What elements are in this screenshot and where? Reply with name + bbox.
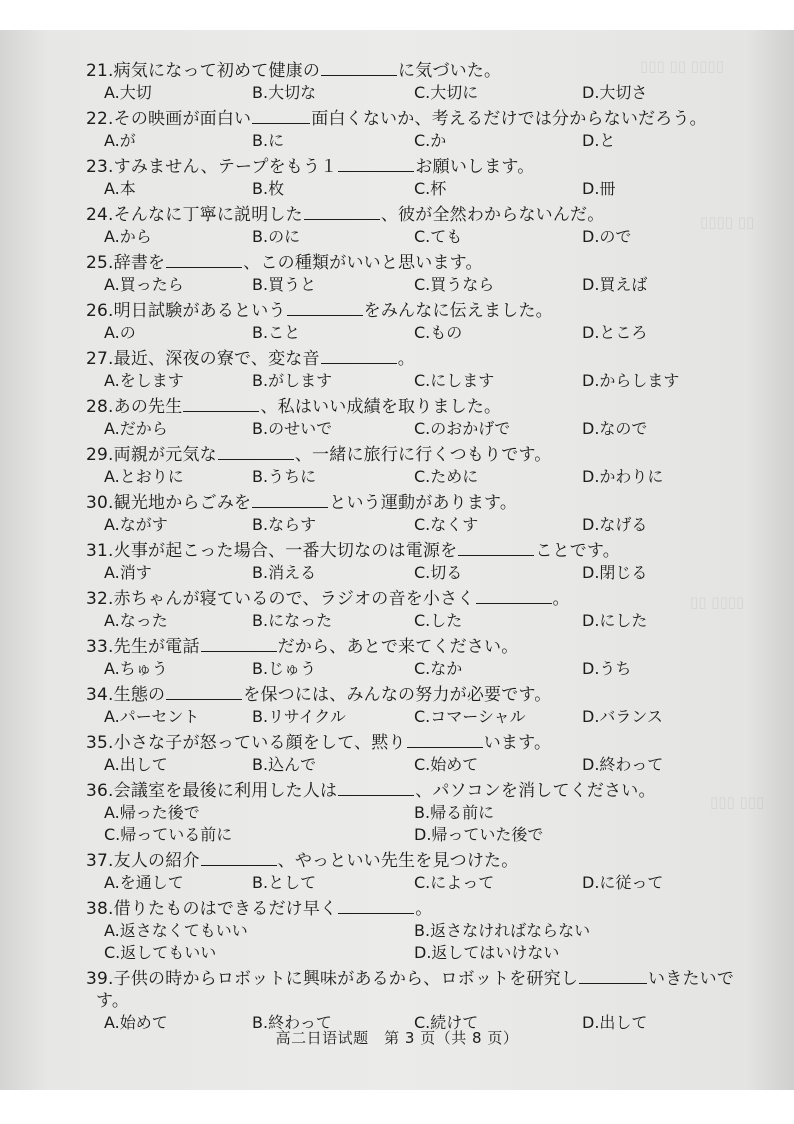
option-row <box>86 370 746 392</box>
option-c: C.大切に <box>414 83 479 102</box>
question-number: 25. <box>86 253 114 273</box>
stem-before-blank: 辞書を <box>113 253 166 273</box>
stem-before-blank: 赤ちゃんが寝ているので、ラジオの音を小さく <box>113 589 475 609</box>
stem-before-blank: 友人の紹介 <box>113 851 200 871</box>
question-stem <box>86 60 746 82</box>
option-c: C.もの <box>414 323 463 342</box>
bleed-through-texture: ▯▯▯▯ ▯▯ <box>700 213 755 231</box>
stem-before-blank: 火事が起こった場合、一番大切なのは電源を <box>113 541 458 561</box>
option-d: D.と <box>582 131 616 150</box>
stem-after-blank: をみんなに伝えました。 <box>363 301 553 321</box>
option-a: A.をします <box>104 371 184 390</box>
exam-page <box>0 30 794 1090</box>
question-stem <box>86 968 746 1012</box>
option-d: D.冊 <box>582 179 616 198</box>
option-b: B.リサイクル <box>252 707 346 726</box>
stem-after-blank: に気づいた。 <box>398 61 502 81</box>
stem-before-blank: 最近、深夜の寮で、変な音 <box>113 349 320 369</box>
stem-after-blank: 、この種類がいいと思います。 <box>243 253 483 273</box>
option-c: C.コマーシャル <box>414 707 526 726</box>
question-30 <box>86 492 746 536</box>
option-grid <box>86 920 746 964</box>
option-a: A.大切 <box>104 83 152 102</box>
question-number: 24. <box>86 205 114 225</box>
option-d: D.なげる <box>582 515 648 534</box>
question-26 <box>86 300 746 344</box>
stem-after-blank: 面白くないか、考えるだけでは分からないだろう。 <box>311 109 707 129</box>
answer-blank <box>304 204 380 220</box>
question-number: 35. <box>86 733 114 753</box>
option-a: A.返さなくてもいい <box>104 921 248 940</box>
option-b: B.買うと <box>252 275 317 294</box>
option-b: B.終わって <box>252 1013 332 1032</box>
question-number: 27. <box>86 349 114 369</box>
question-38 <box>86 898 746 964</box>
option-d: D.にした <box>582 611 648 630</box>
option-row <box>86 514 746 536</box>
option-b: B.がします <box>252 371 333 390</box>
stem-after-blank: 、やっといい先生を見つけた。 <box>277 851 519 871</box>
option-d: D.からします <box>582 371 680 390</box>
option-row <box>86 178 746 200</box>
option-d: D.バランス <box>582 707 663 726</box>
question-35 <box>86 732 746 776</box>
option-a: A.買ったら <box>104 275 184 294</box>
option-c: C.なくす <box>414 515 479 534</box>
question-31 <box>86 540 746 584</box>
option-row <box>86 82 746 104</box>
option-d: D.なので <box>582 419 648 438</box>
option-b: B.込んで <box>252 755 317 774</box>
stem-before-blank: 小さな子が怒っている顔をして、黙り <box>113 733 406 753</box>
stem-before-blank: その映画が面白い <box>113 109 252 129</box>
answer-blank <box>201 850 277 866</box>
stem-before-blank: 借りたものはできるだけ早く <box>113 899 338 919</box>
option-b: B.こと <box>252 323 301 342</box>
option-d: D.ところ <box>582 323 648 342</box>
stem-after-blank: います。 <box>483 733 552 753</box>
option-a: A.消す <box>104 563 152 582</box>
question-29 <box>86 444 746 488</box>
question-27 <box>86 348 746 392</box>
option-b: B.じゅう <box>252 659 317 678</box>
option-d: D.返してはいけない <box>414 943 560 962</box>
question-number: 28. <box>86 397 114 417</box>
question-stem <box>86 540 746 562</box>
option-d: D.帰っていた後で <box>414 825 544 844</box>
question-stem <box>86 588 746 610</box>
option-c: C.した <box>414 611 463 630</box>
question-stem <box>86 732 746 754</box>
question-25 <box>86 252 746 296</box>
option-row <box>86 610 746 632</box>
option-a: A.ちゅう <box>104 659 168 678</box>
option-d: D.出して <box>582 1013 648 1032</box>
option-d: D.ので <box>582 227 632 246</box>
answer-blank <box>321 348 397 364</box>
answer-blank <box>201 636 277 652</box>
page-footer: 高二日语试题 第 3 页（共 8 页） <box>275 1029 519 1047</box>
question-28 <box>86 396 746 440</box>
question-number: 30. <box>86 493 114 513</box>
stem-before-blank: 子供の時からロボットに興味があるから、ロボットを研究し <box>113 969 579 989</box>
option-b: B.うちに <box>252 467 317 486</box>
stem-before-blank: 会議室を最後に利用した人は <box>113 781 338 801</box>
question-number: 22. <box>86 109 114 129</box>
answer-blank <box>458 540 534 556</box>
option-c: C.によって <box>414 873 495 892</box>
stem-after-blank: お願いします。 <box>415 157 535 177</box>
question-number: 31. <box>86 541 114 561</box>
answer-blank <box>252 108 310 124</box>
question-stem <box>86 300 746 322</box>
option-b: B.として <box>252 873 317 892</box>
option-b: B.返さなければならない <box>414 921 591 940</box>
question-stem <box>86 204 746 226</box>
option-a: A.始めて <box>104 1013 168 1032</box>
option-c: C.返してもいい <box>104 943 217 962</box>
option-a: A.が <box>104 131 136 150</box>
option-d: D.うち <box>582 659 632 678</box>
stem-after-blank: 、彼が全然わからないんだ。 <box>380 205 605 225</box>
question-stem <box>86 898 746 920</box>
bleed-through-texture: ▯▯▯ ▯▯▯ <box>710 793 765 811</box>
question-stem <box>86 684 746 706</box>
option-row <box>86 754 746 776</box>
stem-after-blank: という運動があります。 <box>329 493 518 513</box>
option-c: C.続けて <box>414 1013 479 1032</box>
question-stem <box>86 108 746 130</box>
option-c: C.か <box>414 131 447 150</box>
question-number: 29. <box>86 445 114 465</box>
answer-blank <box>579 968 647 984</box>
stem-after-blank: 。 <box>552 589 570 609</box>
option-c: C.杯 <box>414 179 447 198</box>
option-a: A.パーセント <box>104 707 200 726</box>
stem-before-blank: すみません、テープをもう１ <box>113 157 338 177</box>
stem-after-blank: いきたいです。 <box>96 969 735 1011</box>
answer-blank <box>166 252 242 268</box>
question-stem <box>86 780 746 802</box>
question-number: 33. <box>86 637 114 657</box>
question-number: 21. <box>86 61 114 81</box>
question-number: 36. <box>86 781 114 801</box>
answer-blank <box>287 300 363 316</box>
option-a: A.ながす <box>104 515 168 534</box>
question-36 <box>86 780 746 846</box>
option-b: B.大切な <box>252 83 317 102</box>
option-d: D.に従って <box>582 873 664 892</box>
question-stem <box>86 348 746 370</box>
question-33 <box>86 636 746 680</box>
question-stem <box>86 492 746 514</box>
question-23 <box>86 156 746 200</box>
question-number: 23. <box>86 157 114 177</box>
question-stem <box>86 396 746 418</box>
stem-after-blank: 、一緒に旅行に行くつもりです。 <box>294 445 552 465</box>
answer-blank <box>476 588 552 604</box>
question-stem <box>86 444 746 466</box>
stem-before-blank: 両親が元気な <box>113 445 217 465</box>
option-b: B.枚 <box>252 179 285 198</box>
question-24 <box>86 204 746 248</box>
question-stem <box>86 850 746 872</box>
answer-blank <box>338 898 414 914</box>
option-row <box>86 466 746 488</box>
option-b: B.消える <box>252 563 317 582</box>
question-22 <box>86 108 746 152</box>
question-stem <box>86 156 746 178</box>
option-b: B.に <box>252 131 285 150</box>
option-b: B.になった <box>252 611 333 630</box>
option-row <box>86 226 746 248</box>
answer-blank <box>183 396 259 412</box>
question-list <box>86 60 746 1038</box>
option-c: C.にします <box>414 371 495 390</box>
question-number: 32. <box>86 589 114 609</box>
option-c: C.ために <box>414 467 479 486</box>
option-d: D.終わって <box>582 755 664 774</box>
option-a: A.なった <box>104 611 168 630</box>
question-32 <box>86 588 746 632</box>
stem-after-blank: だから、あとで来てください。 <box>277 637 519 657</box>
question-39 <box>86 968 746 1034</box>
option-row <box>86 562 746 584</box>
answer-blank <box>407 732 483 748</box>
option-row <box>86 658 746 680</box>
option-row <box>86 322 746 344</box>
question-number: 34. <box>86 685 114 705</box>
option-row <box>86 130 746 152</box>
option-a: A.を通して <box>104 873 184 892</box>
option-b: B.ならす <box>252 515 317 534</box>
option-a: A.帰った後で <box>104 803 200 822</box>
option-c: C.切る <box>414 563 463 582</box>
question-21 <box>86 60 746 104</box>
option-d: D.閉じる <box>582 563 648 582</box>
answer-blank <box>252 492 328 508</box>
option-b: B.帰る前に <box>414 803 495 822</box>
stem-before-blank: 先生が電話 <box>113 637 200 657</box>
option-a: A.本 <box>104 179 136 198</box>
answer-blank <box>338 156 414 172</box>
option-c: C.始めて <box>414 755 479 774</box>
option-row <box>86 706 746 728</box>
question-stem <box>86 252 746 274</box>
option-d: D.かわりに <box>582 467 664 486</box>
option-grid <box>86 802 746 846</box>
stem-after-blank: 。 <box>397 349 415 369</box>
stem-before-blank: 明日試験があるという <box>113 301 286 321</box>
stem-before-blank: 病気になって初めて健康の <box>113 61 321 81</box>
option-a: A.の <box>104 323 136 342</box>
answer-blank <box>338 780 414 796</box>
answer-blank <box>218 444 294 460</box>
option-b: B.のせいで <box>252 419 333 438</box>
option-b: B.のに <box>252 227 301 246</box>
question-number: 39. <box>86 969 114 989</box>
question-number: 38. <box>86 899 114 919</box>
question-34 <box>86 684 746 728</box>
stem-after-blank: ことです。 <box>535 541 620 561</box>
option-row <box>86 274 746 296</box>
stem-after-blank: 。 <box>415 899 433 919</box>
option-c: C.のおかげで <box>414 419 511 438</box>
bleed-through-texture: ▯▯ ▯▯▯▯ <box>690 593 745 611</box>
option-a: A.とおりに <box>104 467 184 486</box>
stem-before-blank: あの先生 <box>113 397 183 417</box>
option-c: C.買うなら <box>414 275 495 294</box>
stem-after-blank: 、私はいい成績を取りました。 <box>260 397 502 417</box>
answer-blank <box>321 60 397 76</box>
question-stem <box>86 636 746 658</box>
question-number: 37. <box>86 851 114 871</box>
stem-before-blank: そんなに丁寧に説明した <box>113 205 303 225</box>
stem-before-blank: 生態の <box>113 685 166 705</box>
bleed-through-texture: ▯▯▯ ▯▯ ▯▯▯▯ <box>640 57 724 75</box>
question-37 <box>86 850 746 894</box>
option-row <box>86 872 746 894</box>
stem-before-blank: 観光地からごみを <box>113 493 252 513</box>
stem-after-blank: を保つには、みんなの努力が必要です。 <box>243 685 552 705</box>
option-c: C.帰っている前に <box>104 825 233 844</box>
stem-after-blank: 、パソコンを消してください。 <box>415 781 656 801</box>
option-c: C.ても <box>414 227 463 246</box>
option-d: D.買えば <box>582 275 648 294</box>
option-a: A.から <box>104 227 152 246</box>
answer-blank <box>166 684 242 700</box>
option-a: A.だから <box>104 419 168 438</box>
option-a: A.出して <box>104 755 168 774</box>
question-number: 26. <box>86 301 114 321</box>
option-row <box>86 418 746 440</box>
option-c: C.なか <box>414 659 463 678</box>
option-d: D.大切さ <box>582 83 648 102</box>
